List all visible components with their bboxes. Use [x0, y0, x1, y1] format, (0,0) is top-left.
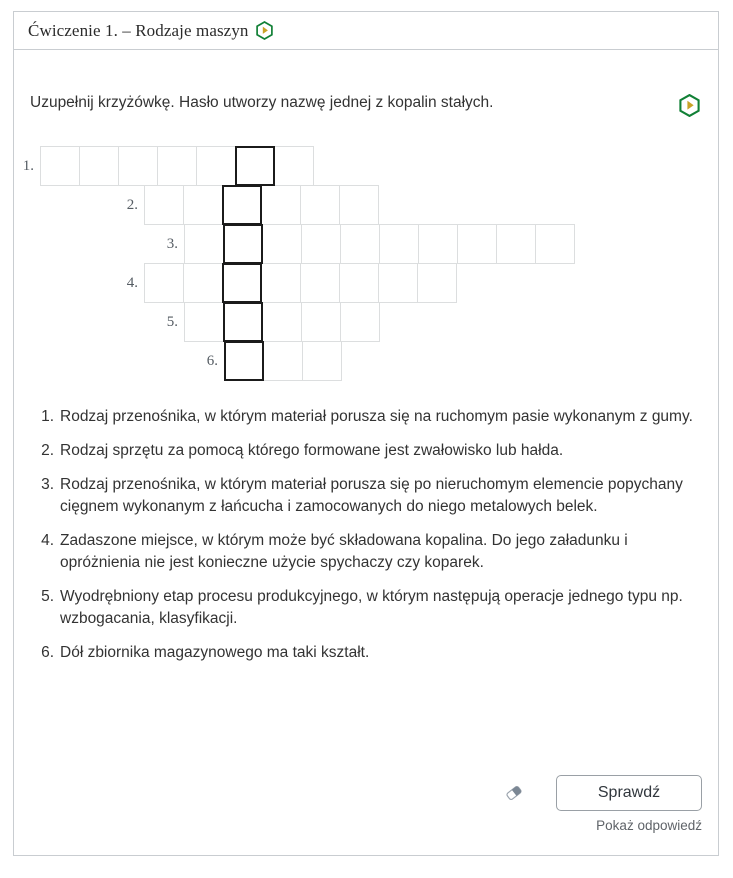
crossword-row-number: 1.: [22, 157, 34, 174]
crossword-cell[interactable]: [535, 224, 575, 264]
crossword-cell[interactable]: [157, 146, 197, 186]
crossword-cell[interactable]: [340, 224, 380, 264]
crossword-row: [166, 302, 380, 342]
crossword-cell[interactable]: [301, 224, 341, 264]
crossword-key-cell[interactable]: [223, 302, 263, 342]
crossword-cell[interactable]: [301, 302, 341, 342]
show-answer-link[interactable]: Pokaż odpowiedź: [596, 818, 702, 833]
crossword-cell[interactable]: [379, 224, 419, 264]
check-button[interactable]: Sprawdź: [556, 775, 702, 811]
crossword-cell[interactable]: [339, 185, 379, 225]
clue-item: Dół zbiornika magazynowego ma taki kształt.: [60, 644, 370, 661]
crossword-cell[interactable]: [378, 263, 418, 303]
crossword-key-cell[interactable]: [223, 224, 263, 264]
crossword-cell[interactable]: [184, 224, 224, 264]
crossword-key-cell[interactable]: [222, 263, 262, 303]
crossword-cell[interactable]: [418, 224, 458, 264]
crossword-cell[interactable]: [118, 146, 158, 186]
crossword-cell[interactable]: [183, 263, 223, 303]
crossword-row: [126, 263, 457, 303]
crossword-row: [22, 146, 314, 186]
hexagon-play-icon: [679, 94, 700, 117]
crossword-row-number: 5.: [166, 313, 178, 330]
clue-item: Wyodrębniony etap procesu produkcyjnego, w którym następują operacje jednego typu np. wzbogacania, klasyfikacji.: [60, 588, 683, 627]
crossword-cell[interactable]: [183, 185, 223, 225]
crossword-cell[interactable]: [339, 263, 379, 303]
crossword-row: [206, 341, 342, 381]
crossword-row-number: 6.: [206, 352, 218, 369]
crossword-cell[interactable]: [300, 263, 340, 303]
clue-item: Rodzaj przenośnika, w którym materiał porusza się na ruchomym pasie wykonanym z gumy.: [60, 408, 693, 425]
crossword-row-number: 4.: [126, 274, 138, 291]
clue-item: Rodzaj przenośnika, w którym materiał porusza się po nieruchomym elemencie popychany cięgnem wykonanym z łańcucha i zamocowanych do niego metalowych belek.: [60, 476, 683, 515]
crossword-row: [166, 224, 575, 264]
crossword-cell[interactable]: [496, 224, 536, 264]
crossword-key-cell[interactable]: [222, 185, 262, 225]
exercise-footer: [502, 775, 702, 833]
crossword-cell[interactable]: [261, 263, 301, 303]
crossword-key-cell[interactable]: [235, 146, 275, 186]
crossword-cell[interactable]: [457, 224, 497, 264]
crossword-cell[interactable]: [144, 263, 184, 303]
footer-actions: [502, 775, 702, 811]
crossword-cell[interactable]: [144, 185, 184, 225]
crossword-cell[interactable]: [262, 224, 302, 264]
crossword-grid: [14, 146, 718, 384]
crossword-cell[interactable]: [340, 302, 380, 342]
instruction-text: Uzupełnij krzyżówkę. Hasło utworzy nazwę jednej z kopalin stałych.: [30, 94, 494, 111]
clue-item: Zadaszone miejsce, w którym może być składowana kopalina. Do jego załadunku i opróżnienia nie jest konieczne użycie spychaczy czy koparek.: [60, 532, 628, 571]
crossword-cell[interactable]: [196, 146, 236, 186]
exercise-header: [14, 12, 718, 50]
clue-item: Rodzaj sprzętu za pomocą którego formowane jest zwałowisko lub hałda.: [60, 442, 564, 459]
crossword-row-number: 2.: [126, 196, 138, 213]
crossword-row-number: 3.: [166, 235, 178, 252]
crossword-key-cell[interactable]: [224, 341, 264, 381]
exercise-container: [13, 11, 719, 856]
crossword-cell[interactable]: [274, 146, 314, 186]
clue-list: [14, 384, 718, 664]
page-title: Ćwiczenie 1. – Rodzaje maszyn: [28, 20, 249, 40]
crossword-cell[interactable]: [417, 263, 457, 303]
crossword-cell[interactable]: [184, 302, 224, 342]
eraser-icon[interactable]: [502, 781, 526, 805]
crossword-cell[interactable]: [261, 185, 301, 225]
instruction-row: [14, 50, 718, 117]
crossword-cell[interactable]: [302, 341, 342, 381]
crossword-cell[interactable]: [300, 185, 340, 225]
crossword-row: [126, 185, 379, 225]
crossword-cell[interactable]: [263, 341, 303, 381]
hexagon-play-icon: [256, 21, 273, 40]
exercise-body: [14, 50, 718, 664]
crossword-cell[interactable]: [40, 146, 80, 186]
crossword-cell[interactable]: [262, 302, 302, 342]
crossword-cell[interactable]: [79, 146, 119, 186]
